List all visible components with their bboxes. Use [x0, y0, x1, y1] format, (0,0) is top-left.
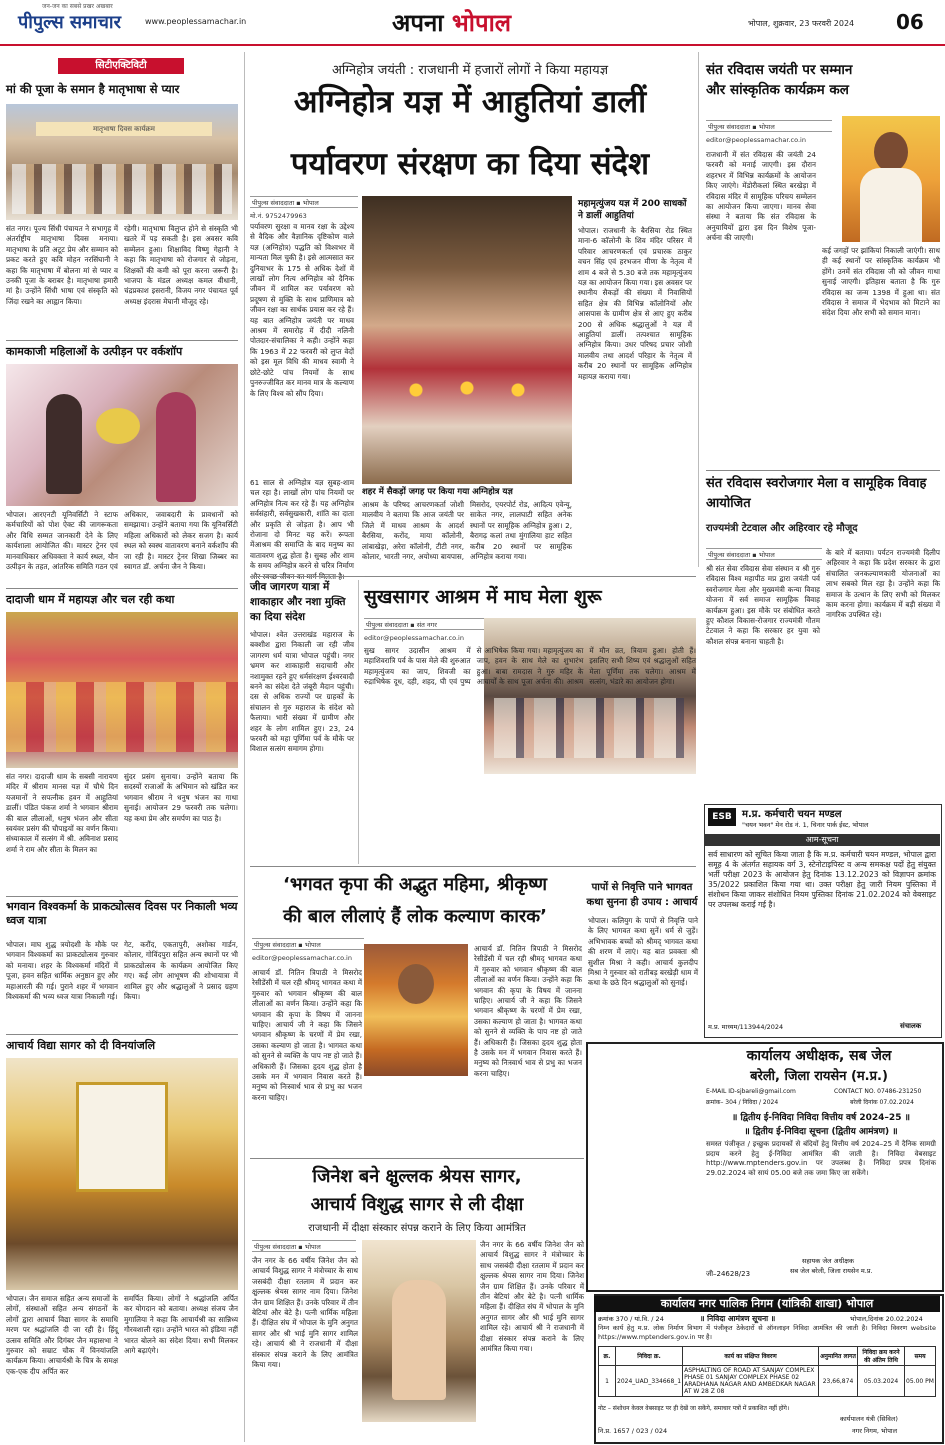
story-dadaji-title: दादाजी धाम में महायज्ञ और चल रही कथा: [6, 593, 175, 606]
esb-footer-right: संचालक: [900, 1022, 922, 1030]
diksha-headline-1: जिनेश बने क्षुल्लक श्रेयस सागर,: [312, 1166, 522, 1187]
story-vidyasagar-body-a: भोपाल। जैन समाज सहित अन्य समाजों के लोगों, संस्थाओं सहित अन्य संगठनों के लोगों द्वारा आचार्य विद्या सागर के समाधि मरण पर श्रद्धांजलि दी जा रही है। हिंदू उत्सव समिति और दिगंबर जैन महासभा ने गुरुवार को सम्राट चौक में विनयांजलि कार्यक्रम किया। आचार्यश्री के चित्र के समक्ष एक-एक दीप अर्पित कर: [6, 1294, 118, 1376]
esb-title: म.प्र. कर्मचारी चयन मण्डल: [742, 809, 842, 820]
story-workshop-body-b: अधिकार, जवाबदारी के प्रावधानों को समझाया। उन्होंने बताया गया कि यूनिवर्सिटी महिला अधिकारों को लेकर सजग है। कार्य स्थल को स्वस्थ वातावरण बनाने वर्कशॉप की जा रही है। मास्टर ट्रेनर शिखा जिब्बर का स्वागत डॉ. अर्चना जैन ने किया।: [124, 510, 238, 572]
jail-tender-line-2: ॥ द्वितीय ई-निविदा सूचना (द्वितीय आमंत्रण) ॥: [744, 1127, 898, 1137]
diksha-kicker: राजधानी में दीक्षा संस्कार संपन्न कराने के लिए किया आमंत्रित: [308, 1223, 526, 1234]
esb-footer-left: म.प्र. माध्यम/113944/2024: [708, 1023, 784, 1031]
corp-col-date: निविदा क्रय करने की अंतिम तिथि: [858, 1347, 905, 1366]
corp-date: भोपाल,दिनांक 20.02.2024: [850, 1315, 923, 1323]
ravidas-byline: पीपुल्स संवाददाता ▪ भोपाल: [706, 120, 832, 132]
ravidas-title: संत रविदास जयंती पर सम्मान और सांस्कृतिक कार्यक्रम कल: [706, 62, 853, 98]
corp-col-cost: अनुमानित लागत: [819, 1347, 858, 1366]
sukhsagar-byline: पीपुल्स संवाददाता ▪ संत नगर: [364, 618, 484, 630]
corp-sign-2: नगर निगम, भोपाल: [852, 1427, 897, 1435]
photo-banner: मातृभाषा दिवस कार्यक्रम: [36, 122, 212, 136]
story-workshop-body-a: भोपाल। आरएनटी यूनिवर्सिटी ने स्टाफ कर्मचारियों को पोश ऐक्ट की जागरूकता और विधि सम्मत जानकारी देने के लिए कार्यशाला आयोजित की। मास्टर ट्रेनर एवं मानवाधिकार अधिवक्ता ने कार्य स्थल, यौन उत्पीड़न के तहत, आंतरिक समिति गठन एवं: [6, 510, 118, 572]
corp-ref: क्रमांक 370 / यां.वि. / 24: [598, 1315, 664, 1323]
section-prefix: अपना: [392, 9, 444, 37]
corp-intro: निम्न कार्य हेतु म.प्र. लोक निर्माण विभाग में पंजीकृत ठेकेदारों से ऑनलाइन निविदा आमंत्रित की जाती है। निविदा विवरण website https://www.mptenders.gov.in पर है।: [598, 1324, 936, 1341]
sukhsagar-body: सुख सागर उदासीन आश्रम में महाशिवरात्रि पर्व के पास मेले की शुरुआत महामृत्युंजय का जाप, शिवजी का रुद्राभिषेक दूध, दही, शहद, घी एवं पुष्प से आभिषेक किया गया। महामृत्युंजय का जाप, हवन के साथ मेले का शुभारंभ हुआ। बाबा रामदास ने गुरु महिर के आचार्यों के साथ पूजा अर्चना की। आश्रम में मौन व्रत, त्रियाम हुआ। होती हैं। इसलिए सभी शिष्य एवं श्रद्धालुओं सहित मेला पूर्णिमा तक चलेगा। आश्रम में सत्संग, भंडारे का आयोजन होगा।: [364, 646, 696, 687]
lead-headline-1: अग्निहोत्र यज्ञ में आहुतियां डालीं: [293, 84, 647, 120]
jeev-jagran-body: भोपाल। श्वेत उत्तराखंड महाराज के बक्शीश द्वारा निकाली जा रही जीव जागरण धर्म यात्रा भोपाल पहुंची। नगर भ्रमण कर शाकाहारी सदाचारी और नशामुक्त रहने हुए धर्मसंरक्षण ईश्वरवादी बनने का संदेश देते जंबूरी मैदान पहुंची। दस से अधिक राज्यों पर ग्राहकों के संचालन से गुरु महाराज के संदेश को फैलाया। भारी संख्या में ग्रामीण और शहर के लोग शामिल हुए। 23, 24 फरवरी को महा पूर्णिमा पर्व के मौके पर विशाल सत्संग समागम होगा।: [250, 630, 354, 754]
table-row: 1 2024_UAD_334668_1 ASPHALTING OF ROAD AT SANJAY COMPLEX PHASE 01 SANJAY COMPLEX PHASE 02 ARADHANA NAGAR AND AMBEDKAR NAGAR AT W 28 Z 08 23,66,874 05.03.2024 05.00 PM: [599, 1366, 936, 1397]
city-activity-tag: सिटीएक्टिविटी: [58, 58, 184, 74]
side-story-title: महामृत्युंजय यज्ञ में 200 साधकों ने डालीं आहुतियां: [578, 199, 687, 221]
self-employment-title: संत रविदास स्वरोजगार मेला व सामूहिक विवाह आयोजित: [706, 476, 927, 511]
self-employment-subtitle: राज्यमंत्री टेटवाल और अहिरवार रहे मौजूद: [706, 523, 858, 534]
story-dadaji-body-a: संत नगर। दादाजी धाम के सबसी नारायण मंदिर में श्रीराम मानस यज्ञ में चौथे दिन यजमानों ने सपत्नीक हवन में आहुतियां डालीं। पंडित पंकज शर्मा ने भगवान श्रीराम की बाल लीलाओं, धनुष भंजन और सीता स्वयंवर प्रसंग की चौपाइयों का वर्णन किया। संध्याकाल में सत्संग में श्री. अविनाश प्रसाद शर्मा ने राम और सीता के मिलन का: [6, 772, 118, 854]
story-mother-tongue-body-b: रहेगी। मातृभाषा विलुप्त होने से संस्कृति भी खतरे में पड़ सकती है। इस अवसर कवि सम्मेलन हुआ। शिक्षाविद विष्णु गेहानी ने कहा कि मातृभाषा को रोजगार से जोड़ना, शिक्षकों की कमी को पूरा करना जरूरी है। भाजपा के मंडल अध्यक्ष कमल वीधानी, चंद्रप्रकाश इसरानी, विजय नगर पंचायत पूर्व अध्यक्ष इंदरास मेघानी मौजूद रहे।: [124, 224, 238, 306]
story-vishwakarma-body-b: गेट, करौंद, एकतापुरी, अशोका गार्डन, कोलार, गोविंदपुरा सहित अन्य स्थानों पर भी प्राकट्योत्सव के कार्यक्रम आयोजित किए गए। कई लोग आभूषण की शोभायात्रा में शामिल हुए और श्रद्धालुओं ने प्रसाद ग्रहण किया।: [124, 940, 238, 1002]
bhagwat-email: editor@peoplessamachar.co.in: [252, 954, 352, 962]
diksha-byline: पीपुल्स संवाददाता ▪ भोपाल: [252, 1240, 356, 1252]
bhagwat-body: आचार्य डॉ. नितिन त्रिपाठी ने मिसरोद रेसीडेंसी में चल रही श्रीमद् भागवत कथा में गुरुवार को भगवान श्रीकृष्ण की बाल लीलाओं का वर्णन किया। उन्होंने कहा कि भगवान की कृपा के विषय में जानना चाहिए। आचार्य जी ने कहा कि जिसने भगवान श्रीकृष्ण के चरणों में प्रेम रखा, उसका कल्याण हो जाता है। भागवत कथा को सुनने से व्यक्ति के पाप नष्ट हो जाते हैं। अधिकारी हैं। जिसका हृदय शुद्ध होता है उसके मन में भगवान निवास करते हैं। मनुष्य को निःस्वार्थ भाव से प्रभु का भजन करना चाहिए।: [252, 968, 362, 1102]
lead-contact: मो.नं. 9752479963: [250, 212, 307, 220]
lead-kicker: अग्निहोत्र जयंती : राजधानी में हजारों लोगों ने किया महायज्ञ: [331, 63, 609, 78]
lead-below-body: आश्रम के परिषद आचरणकर्ता जोशी मालवीय ने बताया कि आज जयंती पर जिले में माधव आश्रम के आदर्श बैरसिया, करोंद, माया कॉलोनी, लांबाखेड़ा, अरेरा कॉलोनी, टीटी नगर, कोलार, भारती नगर, अयोध्या बायपास, मिसरोद, एयरपोर्ट रोड, आदित्य एवेन्यू, साकेत नगर, लालघाटी सहित अनेक स्थानों पर सामूहिक अग्निहोत्र हुआ। 2, बैरागढ़ कलां तथा मुंगालिया हाट सहित करीब 20 स्थानों पर सामूहिक अग्निहोत्र कराया गया।: [362, 500, 572, 562]
website-link[interactable]: www.peoplessamachar.in: [145, 17, 247, 26]
masthead: [0, 0, 945, 46]
corp-title: कार्यालय नगर पालिक निगम (यांत्रिकी शाखा) भोपाल: [594, 1296, 940, 1312]
sukhsagar-email: editor@peoplessamachar.co.in: [364, 634, 464, 642]
diksha-body-b: जैन नगर के 66 वर्षीय जिनेश जैन को आचार्य विशुद्ध सागर ने मंत्रोच्चार के साथ जसबंदी दीक्षा रतलाम में प्रदान कर क्षुल्लक श्रेयस सागर नाम दिया। जिनेश जैन ग्राम शिक्षित हैं। उनके परिवार में तीन बेटियां और बेटे है। पत्नी धार्मिक महिला हैं। दीक्षित संघ में भोपाल के मुनि अनुगत सागर और श्री भाई मुनि सागर शामिल रहे। आचार्य श्री ने राजधानी में दीक्षा संस्कार संपन्न कराने के लिए आमंत्रित किया गया।: [480, 1240, 584, 1354]
section-city: भोपाल: [451, 9, 512, 37]
paper-name: पीपुल्स समाचार: [18, 12, 121, 33]
ravidas-portrait: [842, 116, 940, 242]
corp-col-tender-no: निविदा क्र.: [616, 1347, 683, 1366]
ravidas-body-a: राजधानी में संत रविदास की जयंती 24 फरवरी को मनाई जाएगी। इस दौरान शहरभर में विभिन्न कार्यक्रमों के आयोजन किए जाएंगे। मेंडोरीकलां स्थित बरखेड़ा में रविदास मंदिर में सामूहिक परिचय सम्मेलन का आयोजन किया जाएगा। मानव सेवा संस्था ने बताया कि संत रविदास के अनुयायियों द्वारा इस दिन विशेष पूजा-अर्चना की जाएगी।: [706, 150, 816, 243]
jail-sign-2: सब जेल बरेली, जिला रायसेन म.प्र.: [790, 1267, 873, 1275]
diksha-headline-2: आचार्य विशुद्ध सागर से ली दीक्षा: [310, 1194, 524, 1215]
diksha-body-a: जैन नगर के 66 वर्षीय जिनेश जैन को आचार्य विशुद्ध सागर ने मंत्रोच्चार के साथ जसबंदी दीक्षा रतलाम में प्रदान कर क्षुल्लक श्रेयस सागर नाम दिया। जिनेश जैन ग्राम शिक्षित हैं। उनके परिवार में तीन बेटियां और बेटे है। पत्नी धार्मिक महिला हैं। दीक्षित संघ में भोपाल के मुनि अनुगत सागर और श्री भाई मुनि सागर शामिल रहे। आचार्य श्री ने राजधानी में दीक्षा संस्कार संपन्न कराने के लिए आमंत्रित किया गया।: [252, 1256, 358, 1370]
jail-contact: CONTACT NO. 07486-231250: [834, 1088, 922, 1095]
ravidas-body-b: कई जगहों पर झांकियां निकाली जाएंगी। साथ ही कई स्थानों पर सांस्कृतिक कार्यक्रम भी होंगे। उनमें संत रविदास जी को जीवन गाथा सुनाई जाएगी। इतिहास बताता है कि गुरु रविदास का जन्म 1398 में हुआ था। संत रविदास ने समाज में भेदभाव को मिटाने का संदेश दिया और सभी को समान माना।: [822, 246, 940, 318]
corp-col-sno: क्र.: [599, 1347, 616, 1366]
paper-tagline: जन-जन का सबसे प्रखर अखबार: [42, 3, 113, 10]
esb-notice-text: सर्व साधारण को सूचित किया जाता है कि म.प्र. कर्मचारी चयन मण्डल, भोपाल द्वारा समूह 4 के अंतर्गत सहायक वर्ग 3, स्टेनोटाइपिस्ट व अन्य समकक्ष पदों हेतु संयुक्त भर्ती परीक्षा 2023 के आयोजन हेतु दिनांक 13.12.2023 को विज्ञापन क्रमांक 35/2022 प्रकाशित किया गया था। उक्त परीक्षा हेतु जारी नियम पुस्तिका में संशोधन किया जाकर संशोधित नियम पुस्तिका दिनांक 21.02.2024 को वेबसाइट पर उपलब्ध कराई गई है।: [708, 850, 936, 909]
jail-ref: क्रमांक– 304 / निविदा / 2024: [706, 1099, 779, 1106]
story-mother-tongue-title: मां की पूजा के समान है मातृभाषा से प्यार: [6, 82, 180, 96]
esb-notice-label: आम-सूचना: [704, 834, 940, 846]
self-employment-byline: पीपुल्स संवाददाता ▪ भोपाल: [706, 548, 822, 560]
sukhsagar-title: सुखसागर आश्रम में माघ मेला शुरू: [364, 586, 602, 608]
mother-tongue-photo: [6, 104, 238, 220]
corp-tender-table: [598, 1346, 936, 1397]
bhagwat-headline-2: की बाल लीलाएं हैं लोक कल्याण कारक’: [283, 906, 547, 927]
jail-title-2: बरेली, जिला रायसेन (म.प्र.): [750, 1069, 888, 1084]
diksha-photo: [362, 1240, 476, 1422]
story-mother-tongue-body-a: संत नगर। पूज्य सिंधी पंचायत ने सभागृह में अंतर्राष्ट्रीय मातृभाषा दिवस मनाया। मातृभाषा के प्रति अटूट प्रेम और सम्मान को प्रकट करते हुए कवि मोहन नरसिंघानी ने कहा कि मातृभाषा में बोलना मां से प्यार व उनकी पूजा के बराबर है। मातृभाषा हमारी मां है। उन्होंने सिंधी भाषा एवं संस्कृति को जिंदा रखने का आह्वान किया।: [6, 224, 118, 306]
dadaji-photo: [6, 612, 238, 768]
dateline: भोपाल, शुक्रवार, 23 फरवरी 2024: [748, 19, 855, 28]
corp-footer-ref: नि.प्र. 1657 / 023 / 024: [598, 1427, 668, 1435]
esb-address: "चयन भवन" मेन रोड नं. 1, चिनार पार्क ईस्ट, भोपाल: [742, 821, 869, 829]
bhagwat-byline: पीपुल्स संवाददाता ▪ भोपाल: [252, 938, 364, 950]
bhagwat-headline-1: ‘भगवत कृपा की अद्भुत महिमा, श्रीकृष्ण: [283, 874, 547, 895]
bhagwat-sin-body: भोपाल। कलियुग के पापों से निवृत्ति पाने के लिए भागवत कथा सुनें। धर्म से जुड़ें। अभिभावक बच्चों को श्रीमद् भागवत कथा की शरण में लाएं। यह बात प्रवक्ता श्री सुशील मिश्रा ने कही। आचार्य कुलदीप मिश्रा ने गुरुवार को रातीबड़ बरखेड़ी धाम में कथा के छठे दिन श्रद्धालुओं को सुनाई।: [588, 916, 698, 988]
story-dadaji-body-b: सुंदर प्रसंग सुनाया। उन्होंने बताया कि सदस्यों राजाओं के अभिमान को खंडित कर भगवान श्रीराम ने धनुष भंजन का गाथा सुनाई। आयोजन 29 फरवरी तक चलेगा। यह कथा प्रेम और समर्पण का पाठ है।: [124, 772, 238, 823]
vidyasagar-photo: [6, 1058, 238, 1290]
jail-email: E-MAIL ID-sjbareli@gmail.com: [706, 1088, 796, 1095]
jail-ref-2: जी–24628/23: [706, 1270, 751, 1278]
corp-col-time: समय: [905, 1347, 936, 1366]
bhagwat-priest-photo: [364, 944, 468, 1076]
corp-notice: ॥ निविदा आमंत्रण सूचना ॥: [700, 1314, 776, 1323]
workshop-photo: [6, 364, 238, 506]
corp-table-header-row: [599, 1347, 936, 1366]
jail-title-1: कार्यालय अधीक्षक, सब जेल: [746, 1048, 892, 1064]
corp-col-desc: कार्य का संक्षिप्त विवरण: [683, 1347, 819, 1366]
ravidas-email: editor@peoplessamachar.co.in: [706, 136, 806, 144]
jail-tender-line-1: ॥ द्वितीय ई-निविदा निविदा वित्तीय वर्ष 2024–25 ॥: [732, 1113, 910, 1123]
story-vishwakarma-body-a: भोपाल। माघ शुद्ध त्रयोदशी के मौके पर भगवान विश्वकर्मा का प्राकट्योत्सव गुरुवार को मनाया। शहर के विश्वकर्मा मंदिरों में पूजा, हवन सहित धार्मिक अनुष्ठान हुए और महाआरती की गई। पुराने शहर में भगवान विश्वकर्मा की भव्य ध्वज यात्रा निकाली गई।: [6, 940, 118, 1002]
story-workshop-title: कामकाजी महिलाओं के उत्पीड़न पर वर्कशॉप: [6, 345, 183, 358]
jeev-jagran-title: जीव जागरण यात्रा में शाकाहार और नशा मुक्ति का दिया संदेश: [250, 581, 346, 623]
story-vidyasagar-title: आचार्य विद्या सागर को दी विनयांजलि: [6, 1039, 156, 1052]
lead-body-a: पर्यावरण सुरक्षा व मानव रक्षा के उद्देश्य से वैदिक और वैज्ञानिक दृष्टिकोण वाले यज्ञ (अग्निहोत्र) पद्धति को विश्वभर में मान्यता मिल चुकी है। इसे आत्मसात कर दुनियाभर के 175 से अधिक देशों में लाखों लोग नित्य अग्निहोत्र को दैनिक जीवन में शामिल कर पर्यावरण को प्रदूषण से मुक्ति के साथ प्राणिमात्र को जीवन रक्षा का सार्थक प्रयास कर रहे हैं। यह बात अग्निहोत्र जयंती पर माधव आश्रम में समारोह में दीदी नलिनी पोतदार-संचालिका ने कही। उन्होंने कहा कि 1963 में 22 फरवरी को लुप्त वेदों को इस मूल विधि की माधव स्वामी ने छोटे-छोटे पांच नियमों के साथ पुनरुज्जीवित कर मानव मात्र के कल्याण के लिए विश्व को सौंप दिया।: [250, 222, 354, 398]
story-vishwakarma-title: भगवान विश्वकर्मा के प्राकट्योत्सव दिवस पर निकाली भव्य ध्वज यात्रा: [6, 900, 238, 927]
jail-sign-1: सहायक जेल अधीक्षक: [802, 1257, 854, 1265]
page-number: 06: [896, 10, 924, 34]
section-title: [392, 6, 511, 39]
esb-logo: ESB: [708, 808, 736, 826]
jail-body: समस्त पंजीकृत / इच्छुक प्रदायकों से बंदियों हेतु वित्तीय वर्ष 2024–25 में दैनिक सामग्री प्रदाय करने हेतु ई-निविदा आमंत्रित की जाती है। निविदा वेबसाइट http://www.mptenders.gov.in पर उपलब्ध है। निविदा प्रपत्र दिनांक 29.02.2024 को सायं 05.00 बजे तक जमा किए जा सकेंगे।: [706, 1140, 936, 1177]
lead-headline-2: पर्यावरण संरक्षण का दिया संदेश: [290, 146, 650, 182]
side-story-body: भोपाल। राजधानी के बैरसिया रोड स्थित माना-6 कॉलोनी के शिव मंदिर परिसर में परिवार आचरणकर्ता एवं प्रचारक ठाकुर वचन सिंह एवं हरभजन मीणा के नेतृत्व में शाम 4 बजे से 5.30 बजे तक महामृत्युंजय यज्ञ का आयोजन किया गया। इस अवसर पर स्थानीय सैकड़ों की संख्या में निवासियों सहित क्षेत्र की विभिन्न कॉलोनियों और आसपास के ग्रामीण क्षेत्र से आए हुए करीब 200 से अधिक श्रद्धालुओं ने यज्ञ में आहुतियां डालीं। तत्पश्चात सामूहिक अग्निहोत्र किया। उधर परिषद प्रचार जोशी मालवीय तथा आदर्श परिहार के नेतृत्व में करीब 20 स्थानों पर सामूहिक अग्निहोत्र महायज्ञ कराया गया।: [578, 226, 692, 381]
jail-date: बरेली दिनांक 07.02.2024: [850, 1099, 914, 1106]
bhagwat-sin-title: पापों से निवृत्ति पाने भागवत कथा सुनना ही उपाय : आचार्य: [586, 882, 698, 908]
lead-byline: पीपुल्स संवाददाता ▪ भोपाल: [250, 196, 358, 208]
agnihotra-photo-caption: शहर में सैकड़ों जगह पर किया गया अग्निहोत्र यज्ञ: [362, 487, 513, 497]
agnihotra-photo: [362, 196, 572, 484]
self-employment-body-b: के बारे में बताया। पर्यटन राज्यमंत्री दिलीप अहिरवार ने कहा कि प्रदेश सरकार के द्वारा संचालित जनकल्याणकारी योजनाओं का लाभ सबको मिल रहा है। उन्होंने कहा कि समाज के उत्थान के लिए सभी को मिलकर काम करना होगा। कार्यक्रम में बड़ी संख्या में नागरिक उपस्थित रहे।: [826, 548, 940, 620]
corp-note: नोट – संशोधन केवल वेबसाइट पर ही देखें जा सकेंगे, समाचार पत्रों में प्रकाशित नहीं होंगे।: [598, 1405, 790, 1412]
lead-body-b: 61 साल से अग्निहोत्र यज्ञ सुबह-शाम चल रहा है। लाखों लोग पांच नियमों पर अग्निहोत्र नित्य कर रहे हैं। यह अग्निहोत्र सर्वसंहारी, सर्वसुखकारी, शांति का दाता और प्रकृति से जोड़ता है। आप भी रोजाना दो मिनट यह करें। रूपता मेंआश्रम की समाप्ति के बाद मनुष्य का वातावरण शुद्ध होता है। सुबह और शाम के समय अग्निहोत्र करने से चरित्र निर्माण: [250, 478, 354, 571]
self-employment-body-a: श्री संत सेवा रविदास सेवा संस्थान व श्री गुरु रविदास विश्व महापीठ मप्र द्वारा जयंती पर्व स्वरोजगार मेला और मुख्यमंत्री कन्या विवाह योजना में सर्व समाज सामूहिक विवाह कार्यक्रम हुआ। इस मौके पर संबोधित करते हुए कौशल विकास-रोजगार राज्यमंत्री गौतम टेटवाल ने कहा कि सरकार हर युवा को कौशल संपन्न बनाना चाहती है।: [706, 564, 820, 646]
story-vidyasagar-body-b: समर्पित किया। लोगों ने श्रद्धांजलि अर्पित कर योगदान को बताया। अध्यक्ष संजय जैन मुगालिया ने कहा कि आचार्यश्री का सान्निध्य गौरवशाली रहा। उन्होंने भारत को इंडिया नहीं भारत बोलने का संदेश दिया। सभी मिलकर आगे बढ़ाएंगे।: [124, 1294, 238, 1356]
corp-sign-1: कार्यपालन यंत्री (सिविल): [840, 1415, 898, 1423]
bhagwat-body-right: आचार्य डॉ. नितिन त्रिपाठी ने मिसरोद रेसीडेंसी में चल रही श्रीमद् भागवत कथा में गुरुवार को भगवान श्रीकृष्ण की बाल लीलाओं का वर्णन किया। उन्होंने कहा कि भगवान की कृपा के विषय में जानना चाहिए। आचार्य जी ने कहा कि जिसने भगवान श्रीकृष्ण के चरणों में प्रेम रखा, उसका कल्याण हो जाता है। भागवत कथा को सुनने से व्यक्ति के पाप नष्ट हो जाते हैं। अधिकारी हैं। जिसका हृदय शुद्ध होता है उसके मन में भगवान निवास करते हैं। मनुष्य को निःस्वार्थ भाव से प्रभु का भजन करना चाहिए।: [474, 944, 582, 1078]
